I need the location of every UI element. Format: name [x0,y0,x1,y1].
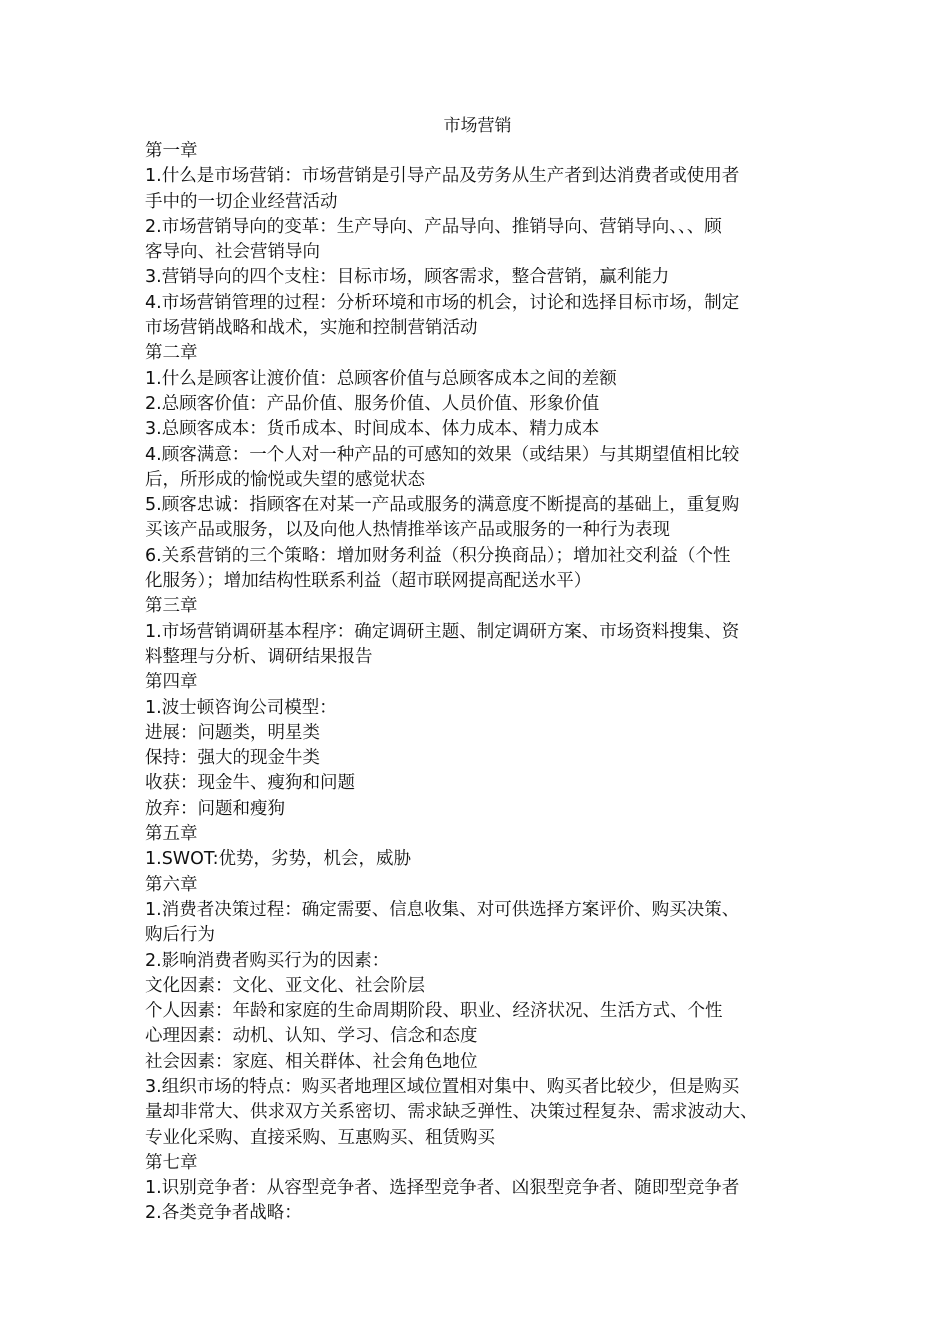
text-line: 化服务）；增加结构性联系利益（超市联网提高配送水平） [145,571,592,592]
text-line: 第四章 [145,672,198,693]
text-line: 手中的一切企业经营活动 [145,191,338,212]
text-line: 料整理与分析、调研结果报告 [145,646,373,667]
text-line: 1.识别竞争者：从容型竞争者、选择型竞争者、凶狠型竞争者、随即型竞争者 [145,1178,740,1199]
text-line: 量却非常大、供求双方关系密切、需求缺乏弹性、决策过程复杂、需求波动大、 [145,1102,758,1123]
document-body [145,139,810,1227]
text-line: 2.各类竞争者战略： [145,1203,302,1224]
text-line: 个人因素：年龄和家庭的生命周期阶段、职业、经济状况、生活方式、个性 [145,1001,723,1022]
text-line: 文化因素：文化、亚文化、社会阶层 [145,975,425,996]
text-line: 市场营销战略和战术，实施和控制营销活动 [145,318,478,339]
text-line: 收获：现金牛、瘦狗和问题 [145,773,355,794]
document-page [145,113,810,1227]
text-line: 3.组织市场的特点：购买者地理区域位置相对集中、购买者比较少，但是购买 [145,1076,740,1097]
text-line: 4.顾客满意：一个人对一种产品的可感知的效果（或结果）与其期望值相比较 [145,444,740,465]
text-line: 第七章 [145,1152,198,1173]
text-line: 1.消费者决策过程：确定需要、信息收集、对可供选择方案评价、购买决策、 [145,899,740,920]
text-line: 第一章 [145,141,198,161]
text-line: 后，所形成的愉悦或失望的感觉状态 [145,469,425,490]
text-line: 6.关系营销的三个策略：增加财务利益（积分换商品）；增加社交利益（个性 [145,545,731,566]
text-line: 2.影响消费者购买行为的因素： [145,950,390,971]
text-line: 购后行为 [145,925,215,946]
text-line: 3.营销导向的四个支柱：目标市场，顾客需求，整合营销，赢利能力 [145,267,670,288]
text-line: 1.市场营销调研基本程序：确定调研主题、制定调研方案、市场资料搜集、资 [145,621,740,642]
text-line: 专业化采购、直接采购、互惠购买、租赁购买 [145,1127,495,1148]
text-line: 4.市场营销管理的过程：分析环境和市场的机会，讨论和选择目标市场，制定 [145,292,740,313]
text-line: 社会因素：家庭、相关群体、社会角色地位 [145,1051,478,1072]
text-line: 心理因素：动机、认知、学习、信念和态度 [145,1026,478,1047]
text-line: 第六章 [145,874,198,895]
text-line: 2.市场营销导向的变革：生产导向、产品导向、推销导向、营销导向、、、顾 [145,216,722,237]
text-line: 1.什么是市场营销：市场营销是引导产品及劳务从生产者到达消费者或使用者 [145,166,740,187]
text-line: 进展：问题类，明星类 [145,722,320,743]
text-line: 3.总顾客成本：货币成本、时间成本、体力成本、精力成本 [145,419,600,440]
text-line: 买该产品或服务，以及向他人热情推举该产品或服务的一种行为表现 [145,520,670,541]
text-line: 第二章 [145,343,198,364]
document-title: 市场营销 [443,116,512,136]
text-line: 客导向、社会营销导向 [145,242,320,263]
text-line: 5.顾客忠诚：指顾客在对某一产品或服务的满意度不断提高的基础上，重复购 [145,495,740,516]
text-line: 第五章 [145,824,198,845]
text-line: 1.SWOT:优势，劣势，机会，威胁 [145,849,412,870]
text-line: 2.总顾客价值：产品价值、服务价值、人员价值、形象价值 [145,393,600,414]
text-line: 放弃：问题和瘦狗 [145,798,285,819]
text-line: 第三章 [145,596,198,617]
text-line: 1.波士顿咨询公司模型： [145,697,337,718]
text-line: 保持：强大的现金牛类 [145,748,320,769]
text-line: 1.什么是顾客让渡价值：总顾客价值与总顾客成本之间的差额 [145,368,617,389]
